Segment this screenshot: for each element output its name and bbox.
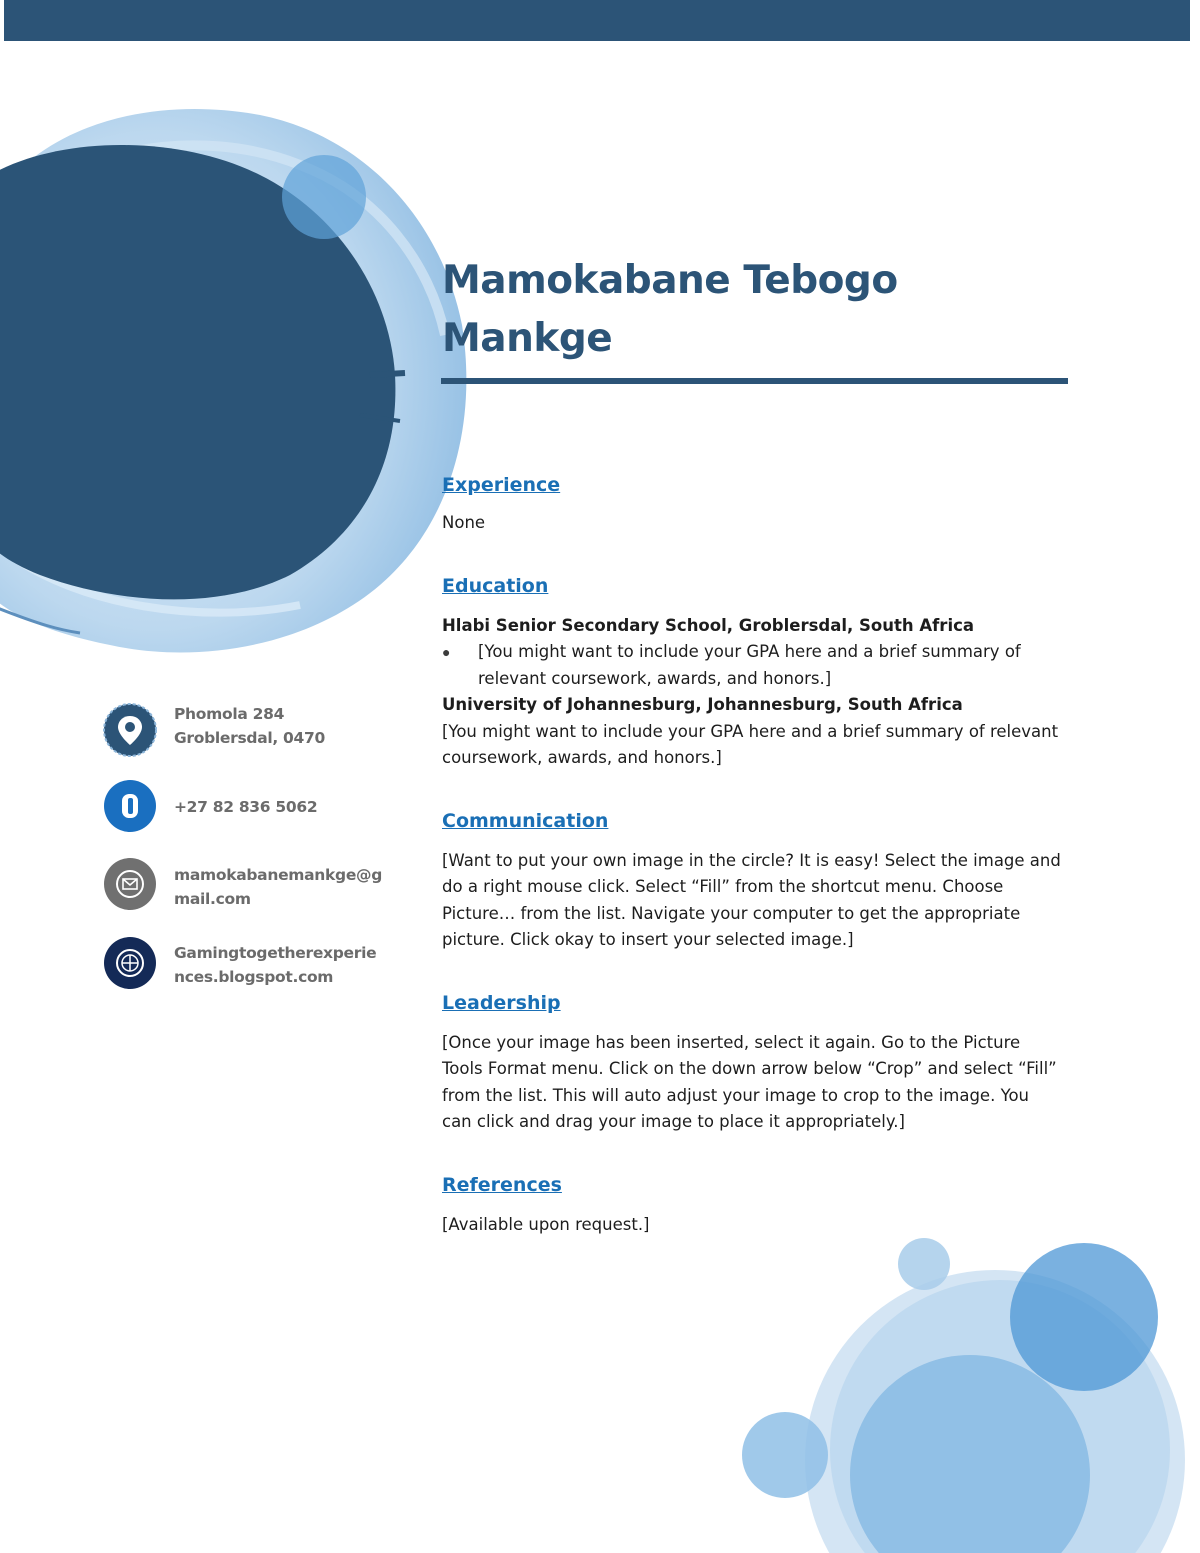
contact-email [102, 856, 402, 916]
education-school-1-bullet [442, 639, 1082, 692]
phone-text: +27 82 836 5062 [174, 798, 318, 816]
phone-icon [102, 778, 158, 834]
contact-address [102, 702, 402, 762]
address-text [174, 702, 384, 750]
experience-text: None [442, 513, 486, 532]
communication-heading: Communication [442, 809, 609, 832]
candidate-name [442, 252, 1082, 368]
leadership-heading: Leadership [442, 991, 561, 1014]
education-heading: Education [442, 574, 549, 597]
communication-text: [Want to put your own image in the circle? It is easy! Select the image and do a right mouse click. Select “Fill” from the shortcut menu. Choose Picture… from the list. Navigate your computer to get the appropriate picture. Click okay to insert your selected image.] [442, 850, 1061, 949]
education-school-1-details: [You might want to include your GPA here and a brief summary of relevant coursework, awards, and honors.] [478, 642, 1021, 688]
education-school-2-details: [You might want to include your GPA here and a brief summary of relevant coursework, awards, and honors.] [442, 721, 1059, 767]
address-line-1: Phomola 284 [174, 705, 285, 723]
name-underline-rule [441, 378, 1068, 384]
experience-heading: Experience [442, 474, 561, 496]
references-heading: References [442, 1173, 562, 1196]
globe-icon [102, 935, 158, 991]
contact-website [102, 935, 402, 995]
top-banner-bar [4, 0, 1190, 41]
name-line-1: Mamokabane Tebogo [442, 258, 898, 303]
decorative-circle-top-left [0, 85, 480, 665]
references-text: [Available upon request.] [442, 1214, 650, 1234]
leadership-text: [Once your image has been inserted, select it again. Go to the Picture Tools Format menu. Click on the down arrow below “Crop” and select “Fill” from the list. This will auto adjust your image to crop to the image. You can click and drag your image to place it appropriately.] [442, 1032, 1057, 1131]
decorative-bubbles-bottom-right [730, 1230, 1200, 1553]
name-line-2: Mankge [442, 316, 613, 361]
location-pin-icon [102, 702, 158, 758]
website-text[interactable]: Gamingtogetherexperiences.blogspot.com [174, 944, 377, 986]
email-text[interactable]: mamokabanemankge@gmail.com [174, 866, 383, 908]
contact-phone [102, 778, 402, 838]
resume-content [442, 470, 1082, 1238]
education-school-2: University of Johannesburg, Johannesburg, South Africa [442, 695, 963, 714]
bullet-icon: ● [442, 644, 451, 660]
address-line-2: Groblersdal, 0470 [174, 729, 325, 747]
education-school-1: Hlabi Senior Secondary School, Groblersdal, South Africa [442, 615, 975, 635]
envelope-icon [102, 856, 158, 912]
